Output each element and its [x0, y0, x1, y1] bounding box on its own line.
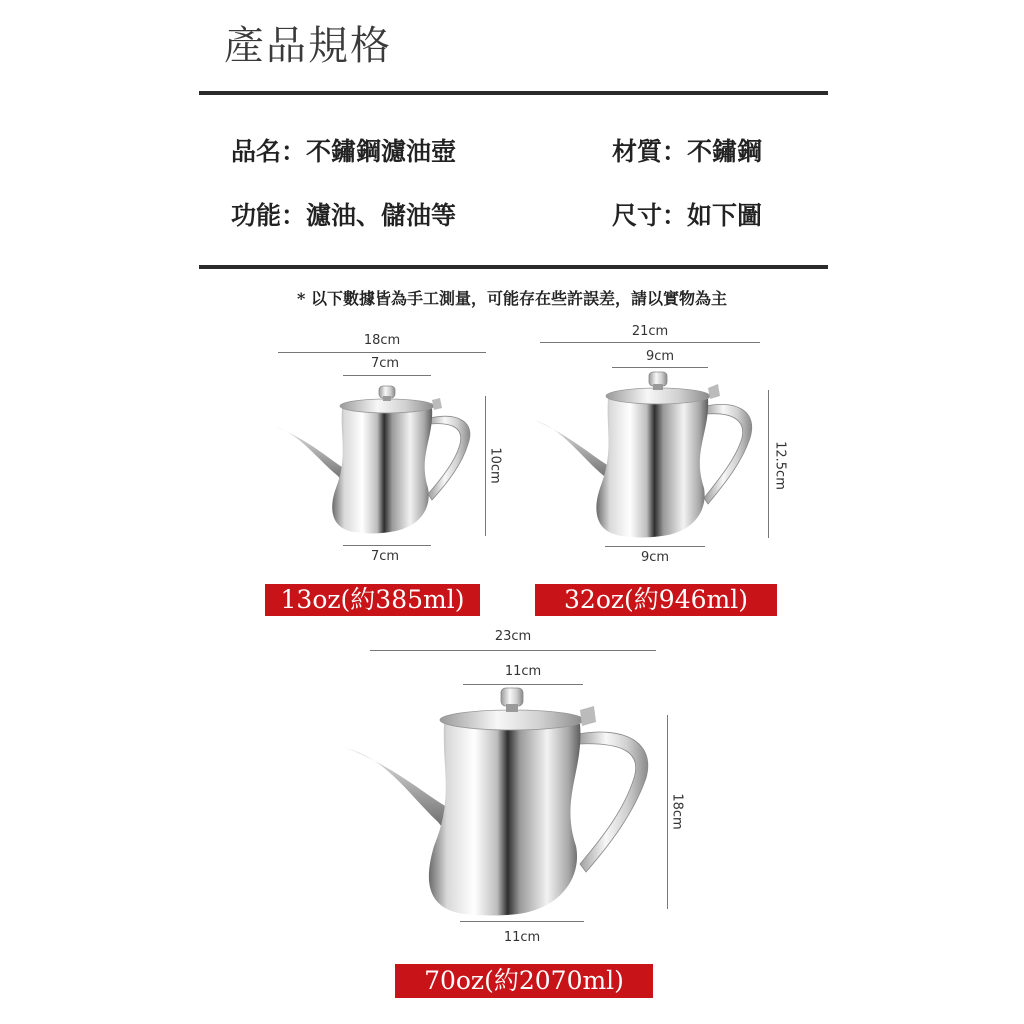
dimension-line — [278, 352, 486, 353]
height-label: 10cm — [487, 447, 503, 484]
oil-pot-70oz-image — [340, 684, 670, 924]
divider-bottom — [199, 265, 828, 269]
spec-value: 不鏽鋼濾油壺 — [306, 137, 457, 166]
oil-pot-32oz-image — [530, 366, 770, 546]
spec-value: 如下圖 — [687, 201, 763, 230]
height-label: 18cm — [669, 793, 685, 830]
spec-label: 材質： — [612, 137, 688, 166]
oil-pot-13oz-image — [270, 378, 490, 542]
dimension-line — [343, 545, 431, 546]
capacity-badge-13oz: 13oz(約385ml) — [265, 584, 480, 616]
spec-value: 濾油、儲油等 — [306, 201, 457, 230]
dimension-line — [485, 396, 486, 536]
base-width-label: 7cm — [370, 549, 400, 564]
spec-material — [612, 132, 762, 168]
page-title: 產品規格 — [224, 23, 392, 69]
lid-width-label: 11cm — [504, 664, 542, 679]
dimension-line — [605, 546, 705, 547]
capacity-badge-32oz: 32oz(約946ml) — [535, 584, 777, 616]
dimension-line — [460, 921, 584, 922]
dimension-line — [540, 342, 760, 343]
measurement-note: * 以下數據皆為手工測量，可能存在些許誤差，請以實物為主 — [297, 289, 727, 308]
base-width-label: 11cm — [503, 930, 541, 945]
height-label: 12.5cm — [772, 441, 788, 490]
dimension-line — [343, 375, 431, 376]
spec-function — [231, 196, 456, 232]
spec-size — [612, 196, 762, 232]
lid-width-label: 7cm — [370, 356, 400, 371]
dimension-line — [667, 715, 668, 909]
divider-top — [199, 91, 828, 95]
dimension-line — [768, 390, 769, 538]
spec-label: 尺寸： — [612, 201, 688, 230]
overall-width-label: 21cm — [631, 324, 669, 339]
spec-value: 不鏽鋼 — [687, 137, 763, 166]
overall-width-label: 23cm — [494, 629, 532, 644]
overall-width-label: 18cm — [363, 333, 401, 348]
capacity-badge-70oz: 70oz(約2070ml) — [395, 964, 653, 998]
base-width-label: 9cm — [640, 550, 670, 565]
spec-label: 品名： — [231, 137, 307, 166]
spec-label: 功能： — [231, 201, 307, 230]
spec-product-name — [231, 132, 456, 168]
lid-width-label: 9cm — [645, 349, 675, 364]
dimension-line — [370, 650, 656, 651]
